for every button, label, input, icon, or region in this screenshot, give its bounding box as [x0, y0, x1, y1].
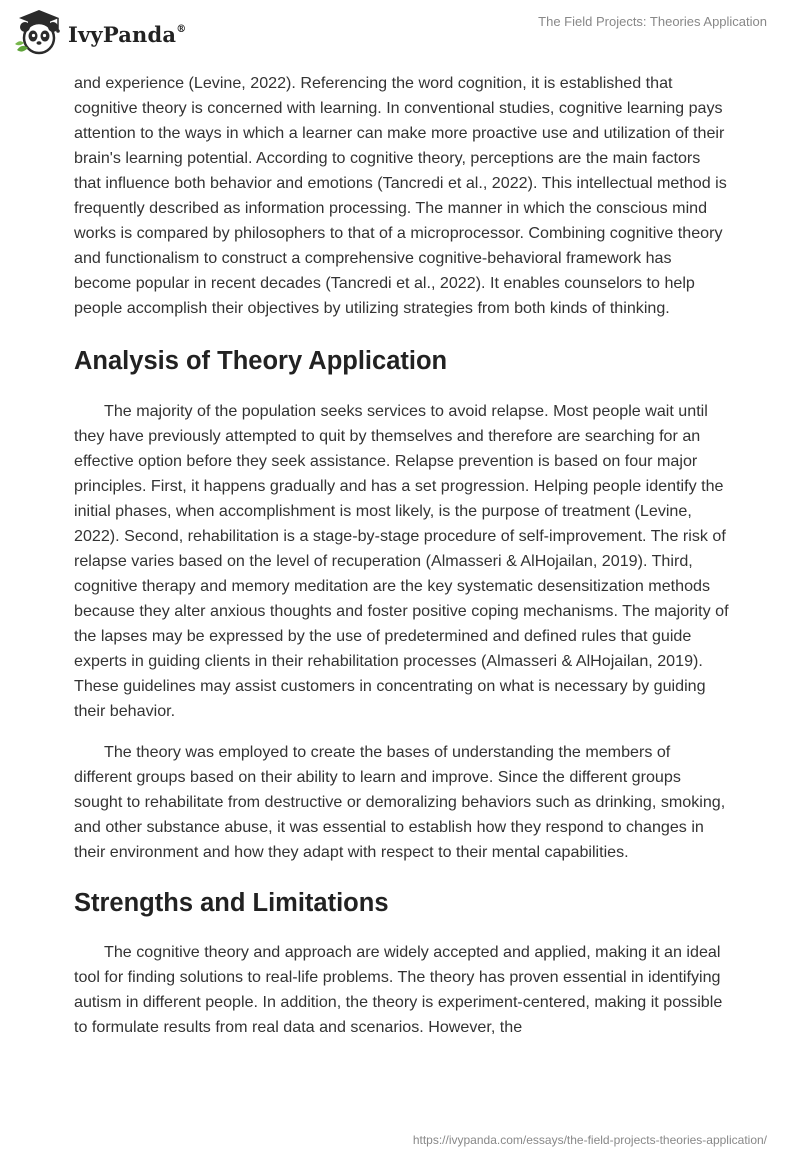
document-title: The Field Projects: Theories Application — [538, 14, 767, 29]
source-url[interactable]: https://ivypanda.com/essays/the-field-projects-theories-application/ — [412, 1133, 767, 1147]
registered-mark: ® — [176, 23, 187, 35]
section-heading-strengths: Strengths and Limitations — [74, 889, 389, 917]
paragraph: and experience (Levine, 2022). Referencing the word cognition, it is established that cognitive theory is concerned with learning. In conventional studies, cognitive learning pays attention to the ways in which a learner can make more proactive use and utilization of their brain's learning potential. According to cognitive theory, perceptions are the main factors that influence both behavior and emotions (Tancredi et al., 2022). This intellectual method is frequently described as information processing. The manner in which the conscious mind works is compared by philosophers to that of a microprocessor. Combining cognitive theory and functionalism to construct a comprehensive cognitive-behavioral framework has become popular in recent decades (Tancredi et al., 2022). It enables counselors to help people accomplish their objectives by utilizing strategies from both kinds of thinking. — [74, 74, 727, 317]
paragraph: The theory was employed to create the bases of understanding the members of different groups based on their ability to learn and improve. Since the different groups sought to rehabilitate from destructive or demoralizing behaviors such as drinking, smoking, and other substance abuse, it was essential to establish how they respond to changes in their environment and how they adapt with respect to their mental capabilities. — [74, 743, 726, 861]
brand-name: IvyPanda® — [68, 21, 187, 47]
essay-body — [74, 71, 730, 1040]
paragraph: The majority of the population seeks services to avoid relapse. Most people wait until they have previously attempted to quit by themselves and therefore are searching for an effective option before they seek assistance. Relapse prevention is based on four major principles. First, it happens gradually and has a set progression. Helping people identify the initial phases, when accomplishment is most likely, is the purpose of treatment (Levine, 2022). Second, rehabilitation is a stage-by-stage procedure of self-improvement. The risk of relapse varies based on the level of recuperation (Almasseri & AlHojailan, 2019). Third, cognitive therapy and memory meditation are the key systematic desensitization methods because they alter anxious thoughts and foster positive coping mechanisms. The majority of the lapses may be expressed by the use of predetermined and defined rules that guide experts in guiding clients in their rehabilitation processes (Almasseri & AlHojailan, 2019). These guidelines may assist customers in concentrating on what is necessary by guiding their behavior. — [74, 402, 729, 720]
ivypanda-logo[interactable] — [14, 8, 186, 56]
section-heading-analysis: Analysis of Theory Application — [74, 347, 448, 375]
panda-graduate-icon — [14, 8, 64, 56]
page-header — [0, 0, 800, 60]
paragraph: The cognitive theory and approach are widely accepted and applied, making it an ideal tool for finding solutions to real-life problems. The theory has proven essential in identifying autism in different people. In addition, the theory is experiment-centered, making it possible to formulate results from real data and scenarios. However, the — [74, 943, 723, 1036]
